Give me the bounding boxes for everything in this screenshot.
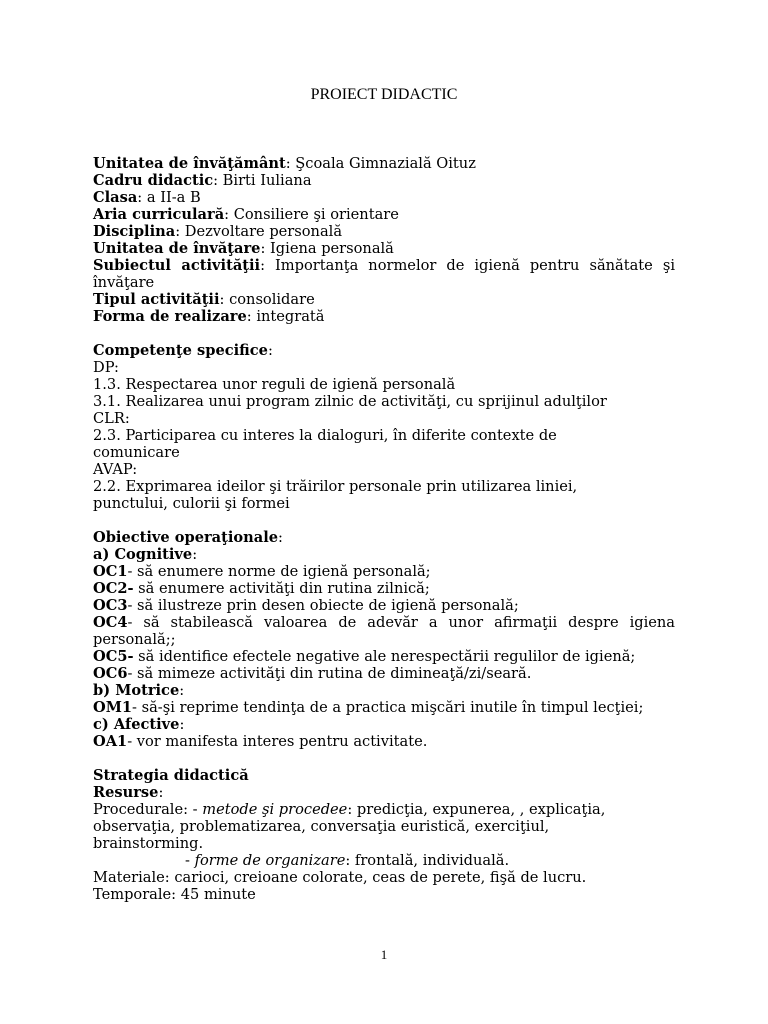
motrice-heading: b) Motrice: bbox=[93, 682, 185, 699]
objective-om1: OM1- să-şi reprime tendinţa de a practica mişcări inutile în timpul lecţiei; bbox=[93, 699, 644, 716]
field-unitatea-invatare: Unitatea de învăţare: Igiena personală bbox=[93, 240, 394, 257]
dp-item-2: 3.1. Realizarea unui program zilnic de activităţi, cu sprijinul adulţilor bbox=[93, 393, 607, 410]
competente-heading: Competenţe specifice: bbox=[93, 342, 273, 359]
clr-label: CLR: bbox=[93, 410, 130, 427]
resurse-procedurale: Procedurale: - metode şi procedee: predicţia, expunerea, , explicaţia, observaţia, problematizarea, conversaţia euristică, exerciţiul, brainstorming. bbox=[93, 801, 606, 852]
document-body bbox=[93, 155, 675, 903]
field-clasa: Clasa: a II-a B bbox=[93, 189, 201, 206]
objective-oc2: OC2- să enumere activităţi din rutina zilnică; bbox=[93, 580, 430, 597]
field-disciplina: Disciplina: Dezvoltare personală bbox=[93, 223, 343, 240]
field-forma-realizare: Forma de realizare: integrată bbox=[93, 308, 325, 325]
objective-oc6: OC6- să mimeze activităţi din rutina de dimineaţă/zi/seară. bbox=[93, 665, 532, 682]
field-subiectul-activitatii: Subiectul activităţii: Importanţa normelor de igienă pentru sănătate şi învăţare bbox=[93, 257, 675, 291]
field-tipul-activitatii: Tipul activităţii: consolidare bbox=[93, 291, 315, 308]
field-aria-curriculara: Aria curriculară: Consiliere şi orientare bbox=[93, 206, 399, 223]
objective-oc3: OC3- să ilustreze prin desen obiecte de igienă personală; bbox=[93, 597, 519, 614]
obiective-section bbox=[93, 529, 675, 750]
avap-item-1: 2.2. Exprimarea ideilor şi trăirilor personale prin utilizarea liniei, punctului, culorii şi formei bbox=[93, 478, 578, 512]
resurse-forme-organizare: - forme de organizare: frontală, individuală. bbox=[185, 852, 510, 869]
objective-oc5: OC5- să identifice efectele negative ale nerespectării regulilor de igienă; bbox=[93, 648, 636, 665]
objective-oc1: OC1- să enumere norme de igienă personală; bbox=[93, 563, 431, 580]
competente-section bbox=[93, 342, 675, 512]
resurse-heading: Resurse: bbox=[93, 784, 164, 801]
objective-oc4: OC4- să stabilească valoarea de adevăr a unor afirmaţii despre igiena personală;; bbox=[93, 614, 675, 648]
resurse-temporale: Temporale: 45 minute bbox=[93, 886, 256, 903]
dp-item-1: 1.3. Respectarea unor reguli de igienă personală bbox=[93, 376, 456, 393]
field-unitatea-invatamant: Unitatea de învăţământ: Şcoala Gimnazială Oituz bbox=[93, 155, 476, 172]
dp-label: DP: bbox=[93, 359, 119, 376]
clr-item-1: 2.3. Participarea cu interes la dialoguri, în diferite contexte de comunicare bbox=[93, 427, 557, 461]
obiective-heading: Obiective operaţionale: bbox=[93, 529, 283, 546]
header-fields bbox=[93, 155, 675, 325]
field-cadru-didactic: Cadru didactic: Birti Iuliana bbox=[93, 172, 312, 189]
afective-heading: c) Afective: bbox=[93, 716, 185, 733]
page-number: 1 bbox=[380, 947, 388, 962]
objective-oa1: OA1- vor manifesta interes pentru activitate. bbox=[93, 733, 428, 750]
document-title: PROIECT DIDACTIC bbox=[310, 86, 458, 103]
cognitive-heading: a) Cognitive: bbox=[93, 546, 198, 563]
strategia-heading: Strategia didactică bbox=[93, 767, 249, 784]
strategia-section bbox=[93, 767, 675, 903]
resurse-materiale: Materiale: carioci, creioane colorate, ceas de perete, fişă de lucru. bbox=[93, 869, 587, 886]
avap-label: AVAP: bbox=[93, 461, 138, 478]
